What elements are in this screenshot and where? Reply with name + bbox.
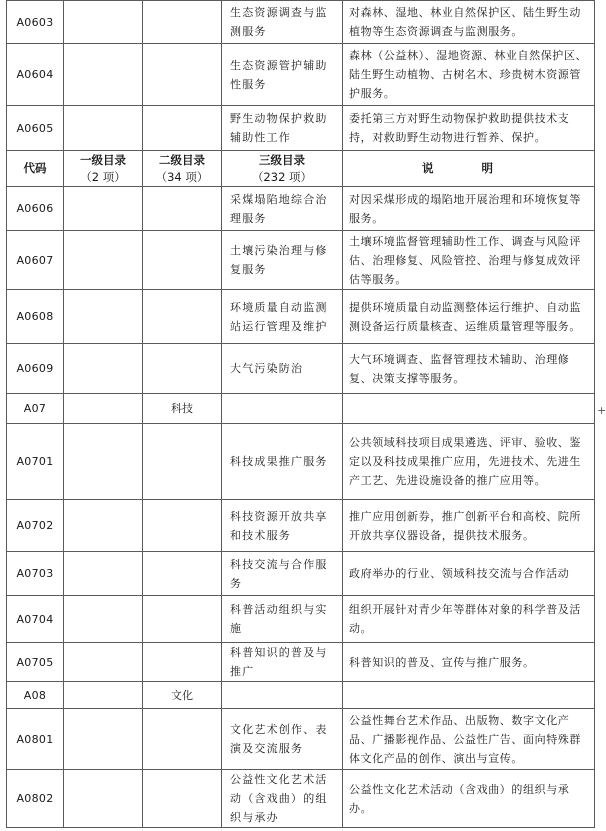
header-level3-count: （232 项） (251, 169, 313, 184)
level1-cell (64, 106, 143, 151)
level3-cell: 采煤塌陷地综合治理服务 (222, 187, 343, 231)
level3-cell: 生态资源管护辅助性服务 (222, 44, 343, 106)
table-row (7, 394, 595, 424)
level1-cell (64, 682, 143, 709)
level2-cell (143, 500, 222, 552)
level2-cell (143, 424, 222, 500)
header-row (7, 151, 595, 187)
level1-cell (64, 500, 143, 552)
code-cell: A0604 (7, 44, 64, 106)
level3-cell: 科技成果推广服务 (222, 424, 343, 500)
level1-cell (64, 44, 143, 106)
level2-cell (143, 643, 222, 682)
code-cell: A0609 (7, 344, 64, 394)
level2-cell (143, 596, 222, 643)
table-row (7, 187, 595, 231)
desc-cell: 公益性文化艺术活动（含戏曲）的组织与承办。 (343, 770, 595, 828)
level3-cell: 科技资源开放共享和技术服务 (222, 500, 343, 552)
level2-cell (143, 344, 222, 394)
level1-cell (64, 643, 143, 682)
level1-cell (64, 596, 143, 643)
header-level1: 一级目录 （2 项） (64, 151, 143, 187)
table-row (7, 106, 595, 151)
table-row (7, 770, 595, 828)
level1-cell (64, 1, 143, 44)
level1-cell (64, 187, 143, 231)
level2-cell (143, 231, 222, 290)
table-row (7, 231, 595, 290)
code-cell: A0606 (7, 187, 64, 231)
code-cell: A0608 (7, 290, 64, 344)
level2-cell (143, 552, 222, 596)
level3-cell: 土壤污染治理与修复服务 (222, 231, 343, 290)
level3-cell: 科普活动组织与实施 (222, 596, 343, 643)
desc-cell (343, 394, 595, 424)
level2-cell (143, 1, 222, 44)
desc-cell: 森林（公益林）、湿地资源、林业自然保护区、陆生野生动植物、古树名木、珍贵树木资源管护服务。 (343, 44, 595, 106)
desc-cell: 土壤环境监督管理辅助性工作、调查与风险评估、治理修复、风险管控、治理与修复成效评估等服务。 (343, 231, 595, 290)
header-level3: 三级目录 （232 项） (222, 151, 343, 187)
code-cell: A0703 (7, 552, 64, 596)
level1-cell (64, 290, 143, 344)
level2-cell: 科技 (143, 394, 222, 424)
code-cell: A0701 (7, 424, 64, 500)
table-row (7, 500, 595, 552)
desc-cell: 委托第三方对野生动物保护救助提供技术支持，对救助野生动物进行暂养、保护。 (343, 106, 595, 151)
level2-cell: 文化 (143, 682, 222, 709)
desc-cell: 推广应用创新券，推广创新平台和高校、院所开放共享仪器设备，提供技术服务。 (343, 500, 595, 552)
margin-plus-mark: + (597, 404, 606, 417)
code-cell: A0607 (7, 231, 64, 290)
level2-cell (143, 709, 222, 770)
code-cell: A08 (7, 682, 64, 709)
table-row (7, 552, 595, 596)
level3-cell: 科技交流与合作服务 (222, 552, 343, 596)
desc-cell: 对因采煤形成的塌陷地开展治理和环境恢复等服务。 (343, 187, 595, 231)
desc-cell (343, 682, 595, 709)
desc-cell: 公益性舞台艺术作品、出版物、数字文化产品、广播影视作品、公益性广告、面向特殊群体文化产品的创作、演出与宣传。 (343, 709, 595, 770)
code-cell: A0603 (7, 1, 64, 44)
level3-cell: 大气污染防治 (222, 344, 343, 394)
code-cell: A07 (7, 394, 64, 424)
desc-cell: 大气环境调查、监督管理技术辅助、治理修复、决策支撑等服务。 (343, 344, 595, 394)
level3-cell: 生态资源调查与监测服务 (222, 1, 343, 44)
table-row (7, 44, 595, 106)
code-cell: A0605 (7, 106, 64, 151)
table-row (7, 424, 595, 500)
level1-cell (64, 344, 143, 394)
desc-cell: 提供环境质量自动监测整体运行维护、自动监测设备运行质量核查、运维质量管理等服务。 (343, 290, 595, 344)
level3-cell: 野生动物保护救助辅助性工作 (222, 106, 343, 151)
level1-cell (64, 552, 143, 596)
level1-cell (64, 394, 143, 424)
code-cell: A0801 (7, 709, 64, 770)
header-level1-count: （2 项） (80, 169, 126, 184)
desc-cell: 对森林、湿地、林业自然保护区、陆生野生动植物等生态资源调查与监测服务。 (343, 1, 595, 44)
level3-cell: 科普知识的普及与推广 (222, 643, 343, 682)
level2-cell (143, 44, 222, 106)
catalog-table (6, 0, 595, 828)
table-row (7, 682, 595, 709)
header-code: 代码 (7, 151, 64, 187)
level3-cell (222, 394, 343, 424)
level2-cell (143, 187, 222, 231)
table-row (7, 290, 595, 344)
code-cell: A0702 (7, 500, 64, 552)
code-cell: A0705 (7, 643, 64, 682)
level2-cell (143, 106, 222, 151)
code-cell: A0802 (7, 770, 64, 828)
level3-cell: 公益性文化艺术活动（含戏曲）的组织与承办 (222, 770, 343, 828)
level1-cell (64, 770, 143, 828)
level3-cell: 环境质量自动监测站运行管理及维护 (222, 290, 343, 344)
desc-cell: 科普知识的普及、宣传与推广服务。 (343, 643, 595, 682)
desc-cell: 组织开展针对青少年等群体对象的科学普及活动。 (343, 596, 595, 643)
desc-cell: 政府举办的行业、领域科技交流与合作活动 (343, 552, 595, 596)
header-level2-count: （34 项） (155, 169, 209, 184)
level3-cell: 文化艺术创作、表演及交流服务 (222, 709, 343, 770)
table-row (7, 344, 595, 394)
header-desc: 说 明 (343, 151, 595, 187)
level1-cell (64, 709, 143, 770)
level1-cell (64, 424, 143, 500)
code-cell: A0704 (7, 596, 64, 643)
level1-cell (64, 231, 143, 290)
header-level2: 二级目录 （34 项） (143, 151, 222, 187)
level2-cell (143, 770, 222, 828)
level2-cell (143, 290, 222, 344)
level3-cell (222, 682, 343, 709)
desc-cell: 公共领域科技项目成果遴选、评审、验收、鉴定以及科技成果推广应用，先进技术、先进生产工艺、先进设施设备的推广应用等。 (343, 424, 595, 500)
table-row (7, 709, 595, 770)
table-row (7, 1, 595, 44)
table-row (7, 643, 595, 682)
table-row (7, 596, 595, 643)
